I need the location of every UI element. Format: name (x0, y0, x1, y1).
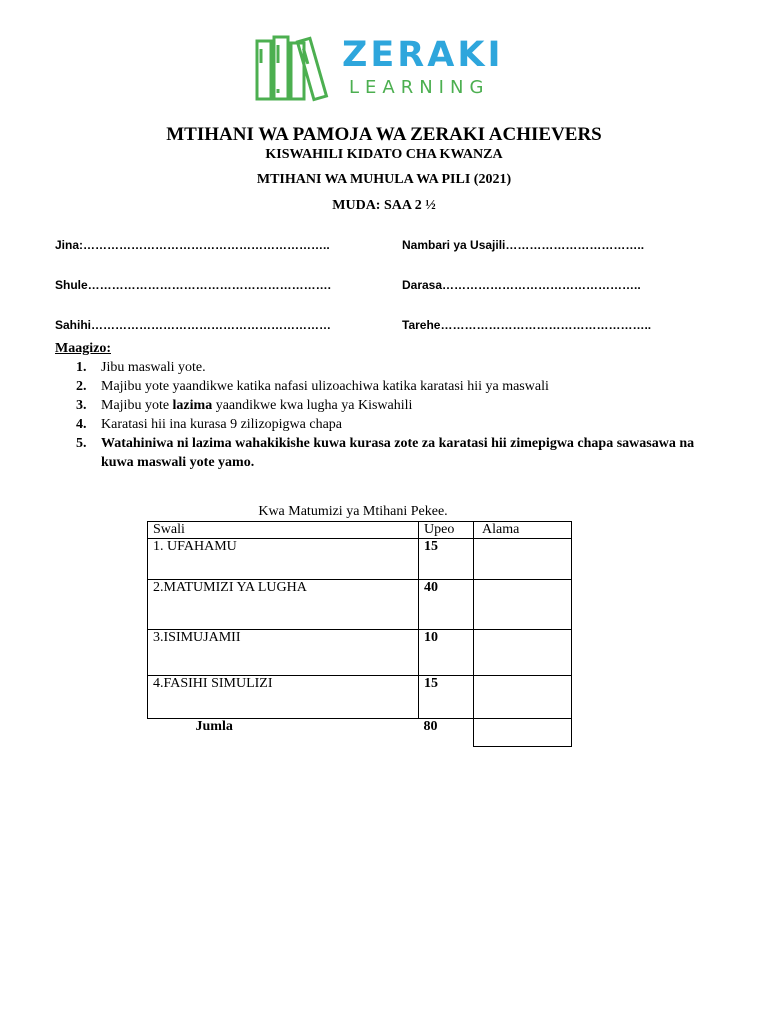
registration-field[interactable]: Nambari ya Usajili…………………………….. (402, 238, 645, 252)
class-field[interactable]: Darasa………………………………………….. (402, 278, 641, 292)
table-row (148, 539, 572, 580)
question-cell: 4.FASIHI SIMULIZI (148, 676, 419, 719)
instruction-number: 1. (76, 360, 87, 375)
exam-title: MTIHANI WA PAMOJA WA ZERAKI ACHIEVERS (166, 124, 602, 145)
exam-term: MTIHANI WA MUHULA WA PILI (2021) (256, 172, 512, 187)
table-total-row (148, 719, 572, 747)
instruction-text (101, 396, 716, 415)
table-row (148, 630, 572, 676)
question-cell: 1. UFAHAMU (148, 539, 419, 580)
logo-subtitle: LEARNING (349, 77, 490, 98)
score-cell[interactable] (474, 676, 572, 719)
table-header-row (148, 522, 572, 539)
instruction-text-emphasis: lazima (172, 398, 213, 413)
date-field[interactable]: Tarehe…………………………………………….. (402, 318, 652, 332)
max-score-cell: 15 (419, 676, 474, 719)
table-header-cell: Swali (148, 522, 419, 539)
school-field-label: Shule……………………………………………………. (55, 278, 332, 292)
instruction-text-pre: Majibu yote (101, 398, 173, 413)
max-score-cell: 15 (419, 539, 474, 580)
books-icon (254, 33, 334, 103)
table-header-cell: Upeo (419, 522, 474, 539)
instruction-text: Watahiniwa ni lazima wahakikishe kuwa kurasa zote za karatasi hii zimepigwa chapa sawasawa na kuwa maswali yote yamo. (101, 436, 695, 470)
score-cell[interactable] (474, 539, 572, 580)
instructions-heading: Maagizo: (55, 341, 111, 356)
signature-field-label: Sahihi…………………………………………………… (55, 318, 332, 332)
instruction-number: 5. (76, 436, 87, 451)
instruction-number: 3. (76, 398, 87, 413)
logo-title: ZERAKI (342, 35, 504, 75)
instructions-list (76, 358, 716, 472)
instruction-number: 4. (76, 417, 87, 432)
signature-field[interactable] (55, 318, 652, 332)
instruction-text: Majibu yote yaandikwe katika nafasi ulizoachiwa katika karatasi hii ya maswali (101, 379, 549, 394)
school-field[interactable] (55, 278, 641, 292)
table-header-cell: Alama (474, 522, 572, 539)
score-cell[interactable] (474, 630, 572, 676)
exam-duration: MUDA: SAA 2 ½ (332, 198, 436, 213)
score-cell[interactable] (474, 580, 572, 630)
instruction-item (76, 396, 716, 415)
max-score-cell: 40 (419, 580, 474, 630)
name-field-label: Jina:…………………………………………………….. (55, 238, 330, 252)
instruction-item (76, 377, 716, 396)
table-caption: Kwa Matumizi ya Mtihani Pekee. (258, 504, 448, 519)
table-row (148, 580, 572, 630)
name-field[interactable] (55, 238, 645, 252)
table-row (148, 676, 572, 719)
question-cell: 3.ISIMUJAMII (148, 630, 419, 676)
total-value: 80 (423, 719, 438, 734)
instruction-text-post: yaandikwe kwa lugha ya Kiswahili (212, 398, 413, 413)
instruction-item (76, 358, 716, 377)
instruction-item (76, 434, 716, 472)
marks-table (147, 521, 572, 747)
total-label: Jumla (195, 719, 233, 734)
max-score-cell: 10 (419, 630, 474, 676)
instruction-text: Karatasi hii ina kurasa 9 zilizopigwa chapa (101, 417, 343, 432)
question-cell: 2.MATUMIZI YA LUGHA (148, 580, 419, 630)
instruction-text: Jibu maswali yote. (101, 360, 206, 375)
instruction-item (76, 415, 716, 434)
total-score-cell[interactable] (474, 719, 572, 747)
exam-subject: KISWAHILI KIDATO CHA KWANZA (265, 147, 503, 162)
instruction-number: 2. (76, 379, 87, 394)
zeraki-logo (254, 33, 524, 103)
